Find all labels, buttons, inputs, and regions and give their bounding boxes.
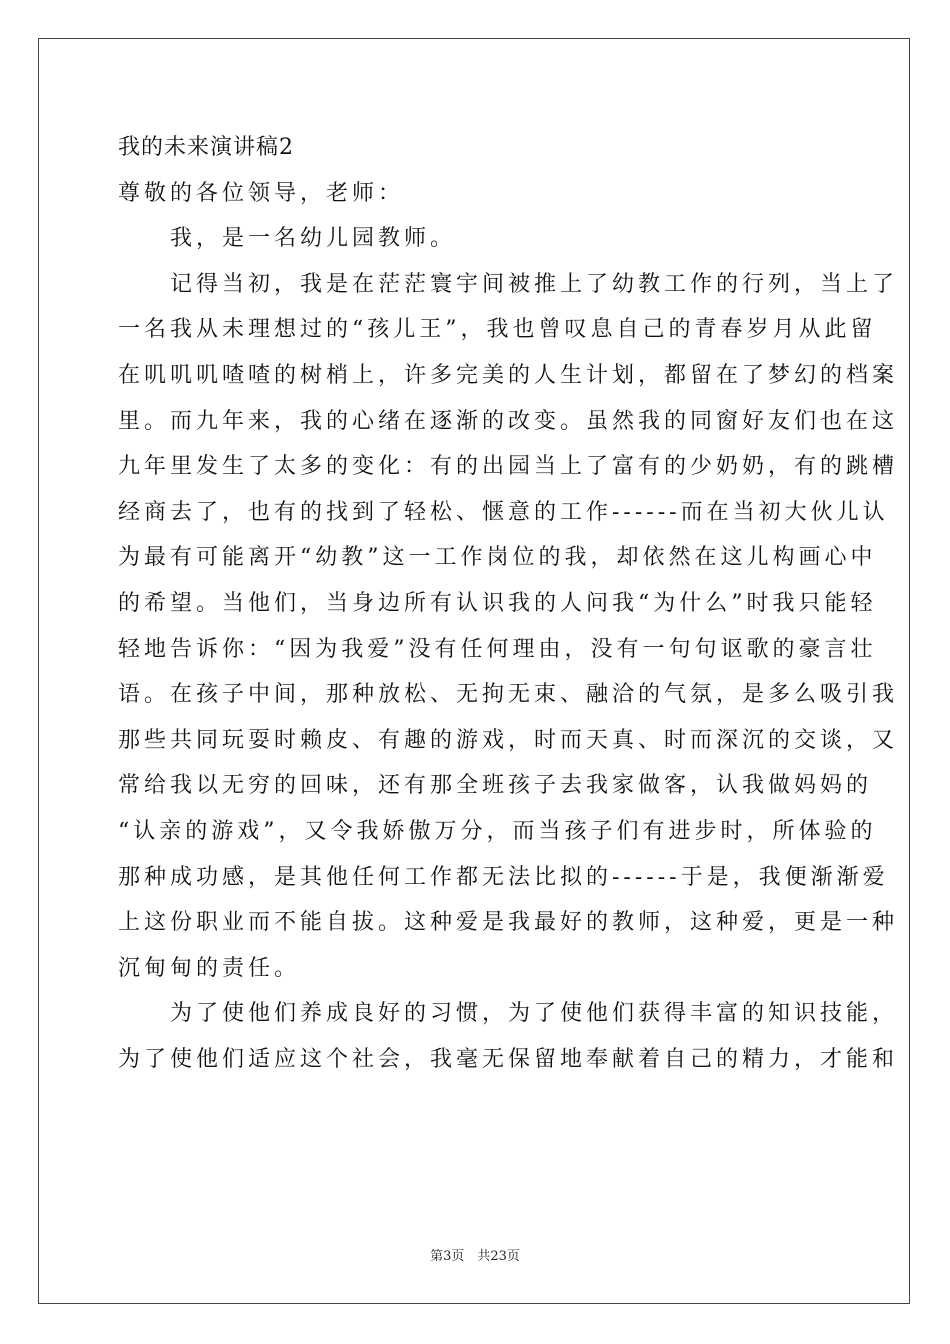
text-line: 尊敬的各位领导，老师： bbox=[118, 180, 405, 206]
text-line: 的希望。当他们，当身边所有认识我的人问我“为什么”时我只能轻 bbox=[118, 590, 877, 616]
text-line: 在叽叽叽喳喳的树梢上，许多完美的人生计划，都留在了梦幻的档案 bbox=[118, 362, 899, 388]
text-line: “认亲的游戏”，又令我娇傲万分，而当孩子们有进步时，所体验的 bbox=[118, 818, 877, 844]
page-number: 第3页 共23页 bbox=[430, 1249, 520, 1264]
text-line: 记得当初，我是在茫茫寰宇间被推上了幼教工作的行列，当上了 bbox=[118, 271, 899, 297]
text-line: 常给我以无穷的回味，还有那全班孩子去我家做客，认我做妈妈的 bbox=[118, 773, 873, 799]
text-line: 上这份职业而不能自拔。这种爱是我最好的教师，这种爱，更是一种 bbox=[118, 910, 899, 936]
text-line: 我，是一名幼儿园教师。 bbox=[118, 226, 457, 252]
text-line: 九年里发生了太多的变化：有的出园当上了富有的少奶奶，有的跳槽 bbox=[118, 454, 899, 480]
text-line: 轻地告诉你：“因为我爱”没有任何理由，没有一句句讴歌的豪言壮 bbox=[118, 636, 877, 662]
text-line: 为了使他们养成良好的习惯，为了使他们获得丰富的知识技能， bbox=[118, 1001, 899, 1027]
document-body bbox=[118, 125, 899, 1082]
text-line: 一名我从未理想过的“孩儿王”，我也曾叹息自己的青春岁月从此留 bbox=[118, 317, 877, 343]
text-line: 语。在孩子中间，那种放松、无拘无束、融洽的气氛，是多么吸引我 bbox=[118, 682, 899, 708]
text-line: 那些共同玩耍时赖皮、有趣的游戏，时而天真、时而深沉的交谈，又 bbox=[118, 727, 899, 753]
text-line: 里。而九年来，我的心绪在逐渐的改变。虽然我的同窗好友们也在这 bbox=[118, 408, 899, 434]
text-line: 沉甸甸的责任。 bbox=[118, 955, 301, 981]
document-title: 我的未来演讲稿2 bbox=[118, 135, 294, 160]
text-line: 为了使他们适应这个社会，我毫无保留地奉献着自己的精力，才能和 bbox=[118, 1046, 899, 1072]
text-line: 经商去了，也有的找到了轻松、惬意的工作------而在当初大伙儿认 bbox=[118, 499, 889, 525]
text-line: 为最有可能离开“幼教”这一工作岗位的我，却依然在这儿构画心中 bbox=[118, 545, 877, 571]
text-line: 那种成功感，是其他任何工作都无法比拟的------于是，我便渐渐爱 bbox=[118, 864, 889, 890]
